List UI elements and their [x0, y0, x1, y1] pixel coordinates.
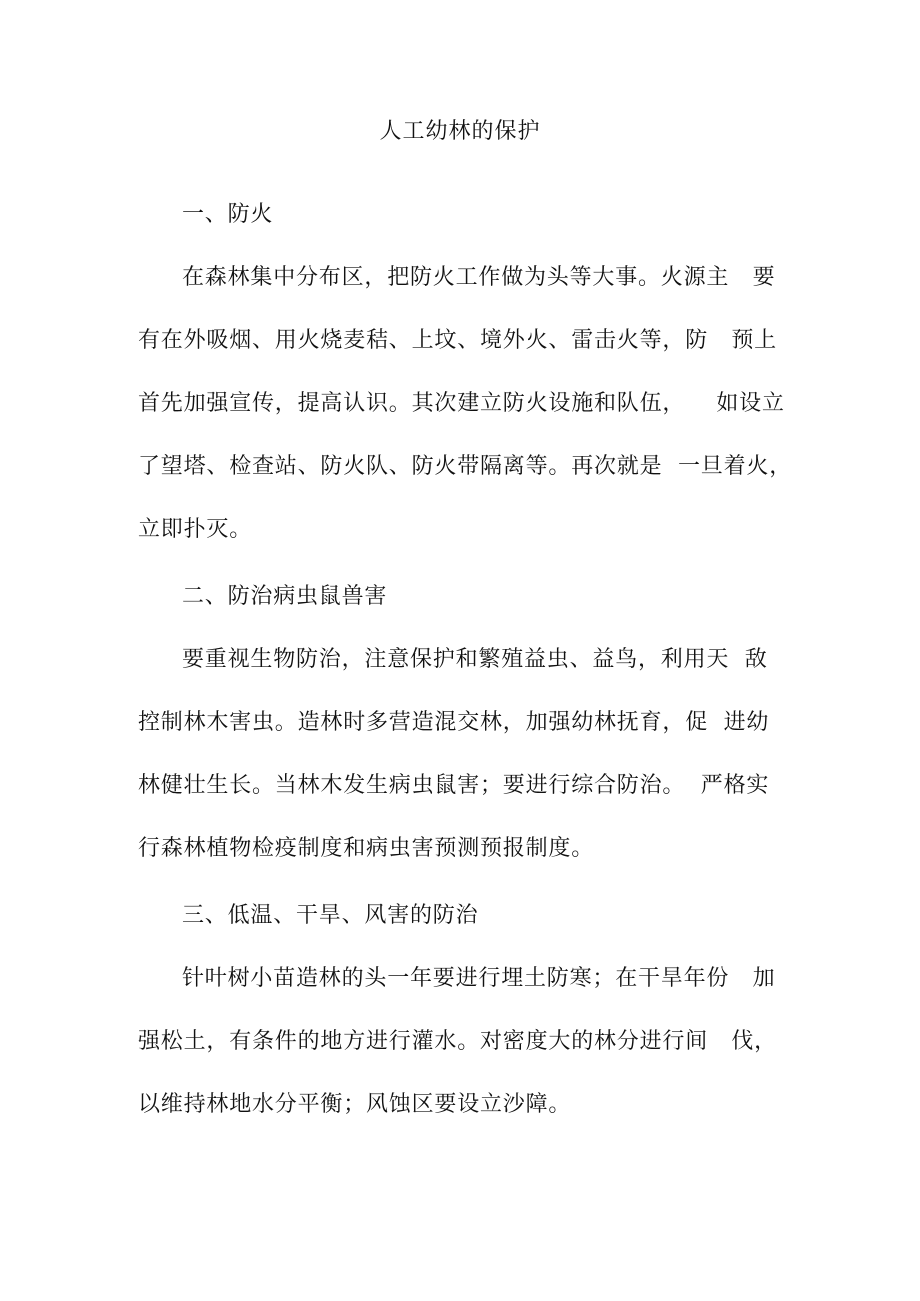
- paragraph-line: 林健壮生长。当林木发生病虫鼠害；要进行综合防治。 严格实: [138, 773, 770, 798]
- paragraph-line: 在森林集中分布区，把防火工作做为头等大事。火源主 要: [182, 265, 776, 290]
- paragraph-line: 行森林植物检疫制度和病虫害预测预报制度。: [138, 836, 595, 861]
- paragraph-line: 以维持林地水分平衡；风蚀区要设立沙障。: [138, 1092, 572, 1117]
- section-heading-fire-prevention: 一、防火: [182, 202, 274, 227]
- paragraph-line: 控制林木害虫。造林时多营造混交林，加强幼林抚育，促 进幼: [138, 710, 770, 735]
- section-heading-weather-damage: 三、低温、干旱、风害的防治: [182, 903, 479, 928]
- paragraph-line: 针叶树小苗造林的头一年要进行埋土防寒；在干旱年份 加: [182, 966, 776, 991]
- section-heading-pest-control: 二、防治病虫鼠兽害: [182, 584, 388, 609]
- paragraph-line: 强松土，有条件的地方进行灌水。对密度大的林分进行间 伐，: [138, 1029, 777, 1054]
- paragraph-line: 要重视生物防治，注意保护和繁殖益虫、益鸟，利用天 敌: [182, 647, 768, 672]
- paragraph-line: 了望塔、检查站、防火队、防火带隔离等。再次就是 一旦着火，: [138, 454, 792, 479]
- paragraph-line: 立即扑灭。: [138, 517, 253, 542]
- paragraph-line: 有在外吸烟、用火烧麦秸、上坟、境外火、雷击火等，防 预上: [138, 328, 777, 353]
- paragraph-line: 首先加强宣传，提高认识。其次建立防火设施和队伍， 如设立: [138, 391, 785, 416]
- page-title: 人工幼林的保护: [379, 119, 541, 144]
